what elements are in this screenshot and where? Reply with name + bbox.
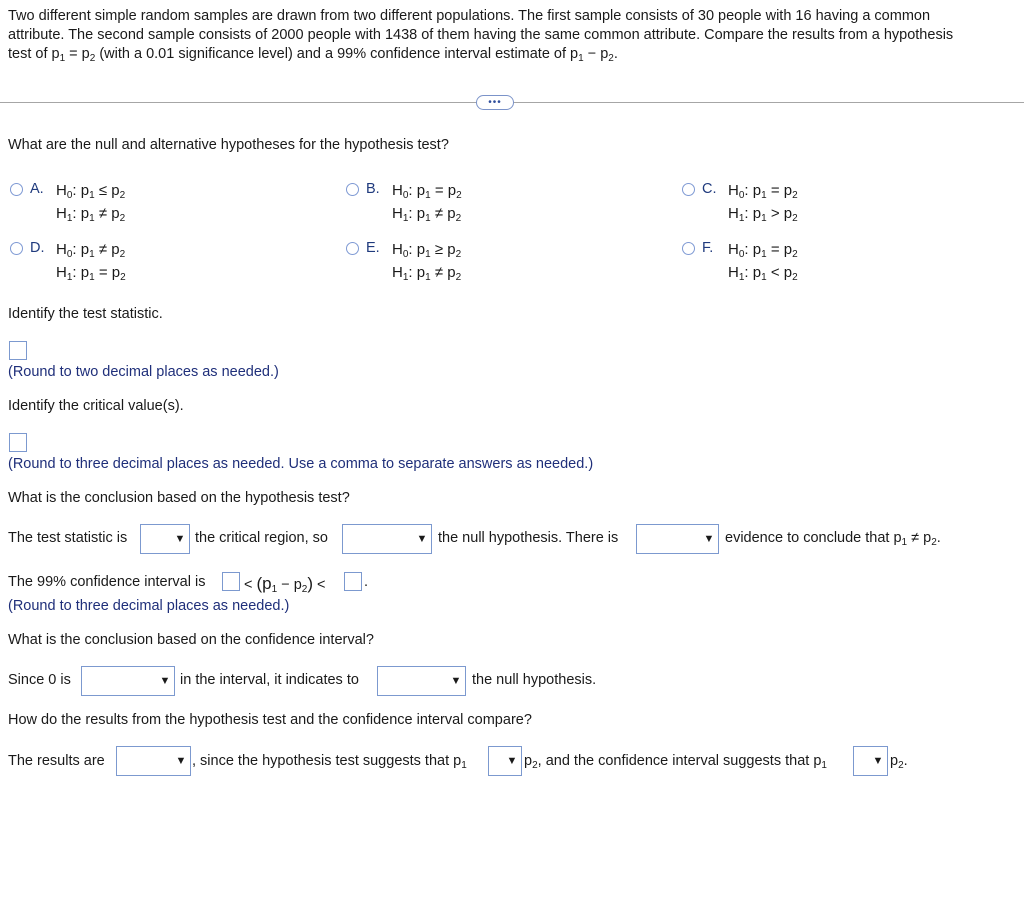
option-a[interactable] — [10, 181, 125, 225]
chevron-down-icon: ▼ — [159, 675, 171, 687]
conclusion-text-4: evidence to conclude that $p_1 \ne p_2$. — [725, 530, 941, 548]
radio-f[interactable] — [682, 242, 695, 255]
question-critical-values: Identify the critical value(s). — [8, 398, 184, 414]
option-letter-e: E. — [366, 240, 380, 256]
more-options-button[interactable]: ••• — [476, 95, 514, 110]
problem-line-3: test of $p_1 = p_2$ (with a 0.01 significance level) and a 99% confidence interval estimate of $p_1 - p_2$. — [8, 46, 618, 64]
critical-values-input[interactable] — [9, 433, 27, 452]
reject-decision-select[interactable] — [342, 524, 432, 554]
test-statistic-hint: (Round to two decimal places as needed.) — [8, 364, 279, 380]
conclusion-text-2: the critical region, so — [195, 530, 328, 546]
hypothesis-f: $H_0$: $p_1 = p_2$ $H_1$: $p_1 < p_2$ — [728, 241, 798, 283]
evidence-select[interactable] — [636, 524, 719, 554]
since-text-3: the null hypothesis. — [472, 672, 597, 688]
problem-line-2: attribute. The second sample consists of 2000 people with 1438 of them having the same common attribute. Compare the results from a hypothesis — [8, 27, 954, 43]
conclusion-text-1: The test statistic is — [8, 530, 128, 546]
radio-b[interactable] — [346, 183, 359, 196]
option-letter-d: D. — [30, 240, 45, 256]
chevron-down-icon: ▼ — [872, 755, 884, 767]
results-comparison-select[interactable] — [116, 746, 191, 776]
option-f[interactable] — [682, 240, 798, 284]
since-text-1: Since 0 is — [8, 672, 71, 688]
hypothesis-b: $H_0$: $p_1 = p_2$ $H_1$: $p_1 \ne p_2$ — [392, 182, 462, 224]
hypothesis-a: $H_0$: $p_1 \le p_2$ $H_1$: $p_1 \ne p_2$ — [56, 182, 126, 224]
results-text-2: , since the hypothesis test suggests that $p_1$ — [192, 753, 467, 771]
chevron-down-icon: ▼ — [506, 755, 518, 767]
since-text-2: in the interval, it indicates to — [180, 672, 359, 688]
ci-lower-input[interactable] — [222, 572, 240, 591]
question-hypotheses: What are the null and alternative hypotheses for the hypothesis test? — [8, 137, 449, 153]
ci-text: The 99% confidence interval is — [8, 574, 206, 590]
ci-period: . — [364, 574, 369, 590]
option-c[interactable] — [682, 181, 798, 225]
question-hypothesis-conclusion: What is the conclusion based on the hypothesis test? — [8, 490, 350, 506]
hypothesis-d: $H_0$: $p_1 \ne p_2$ $H_1$: $p_1 = p_2$ — [56, 241, 126, 283]
radio-a[interactable] — [10, 183, 23, 196]
test-statistic-region-select[interactable] — [140, 524, 190, 554]
ci-relation-select[interactable] — [853, 746, 888, 776]
ci-expression: < $(p_1 - p_2)$ < — [244, 574, 326, 595]
question-ci-conclusion: What is the conclusion based on the confidence interval? — [8, 632, 374, 648]
chevron-down-icon: ▼ — [175, 755, 187, 767]
results-text-4: $p_2$. — [890, 753, 908, 771]
hypothesis-e: $H_0$: $p_1 \ge p_2$ $H_1$: $p_1 \ne p_2$ — [392, 241, 462, 283]
option-letter-b: B. — [366, 181, 380, 197]
question-test-statistic: Identify the test statistic. — [8, 306, 163, 322]
conclusion-text-3: the null hypothesis. There is — [438, 530, 619, 546]
test-statistic-input[interactable] — [9, 341, 27, 360]
radio-e[interactable] — [346, 242, 359, 255]
question-compare: How do the results from the hypothesis test and the confidence interval compare? — [8, 712, 532, 728]
chevron-down-icon: ▼ — [450, 675, 462, 687]
chevron-down-icon: ▼ — [416, 533, 428, 545]
results-text-1: The results are — [8, 753, 105, 769]
option-letter-a: A. — [30, 181, 44, 197]
critical-values-hint: (Round to three decimal places as needed. Use a comma to separate answers as needed.) — [8, 456, 594, 472]
zero-in-interval-select[interactable] — [81, 666, 175, 696]
chevron-down-icon: ▼ — [174, 533, 186, 545]
ci-upper-input[interactable] — [344, 572, 362, 591]
hypothesis-c: $H_0$: $p_1 = p_2$ $H_1$: $p_1 > p_2$ — [728, 182, 798, 224]
chevron-down-icon: ▼ — [703, 533, 715, 545]
option-d[interactable] — [10, 240, 126, 284]
ht-relation-select[interactable] — [488, 746, 522, 776]
ci-decision-select[interactable] — [377, 666, 466, 696]
option-letter-c: C. — [702, 181, 717, 197]
problem-statement — [8, 7, 1013, 64]
option-letter-f: F. — [702, 240, 714, 256]
problem-line-1: Two different simple random samples are drawn from two different populations. The first sample consists of 30 people with 16 having a common — [8, 8, 931, 24]
ci-hint: (Round to three decimal places as needed.) — [8, 598, 290, 614]
option-b[interactable] — [346, 181, 462, 225]
radio-c[interactable] — [682, 183, 695, 196]
results-text-3: $p_2$, and the confidence interval suggests that $p_1$ — [524, 753, 827, 771]
radio-d[interactable] — [10, 242, 23, 255]
option-e[interactable] — [346, 240, 461, 284]
